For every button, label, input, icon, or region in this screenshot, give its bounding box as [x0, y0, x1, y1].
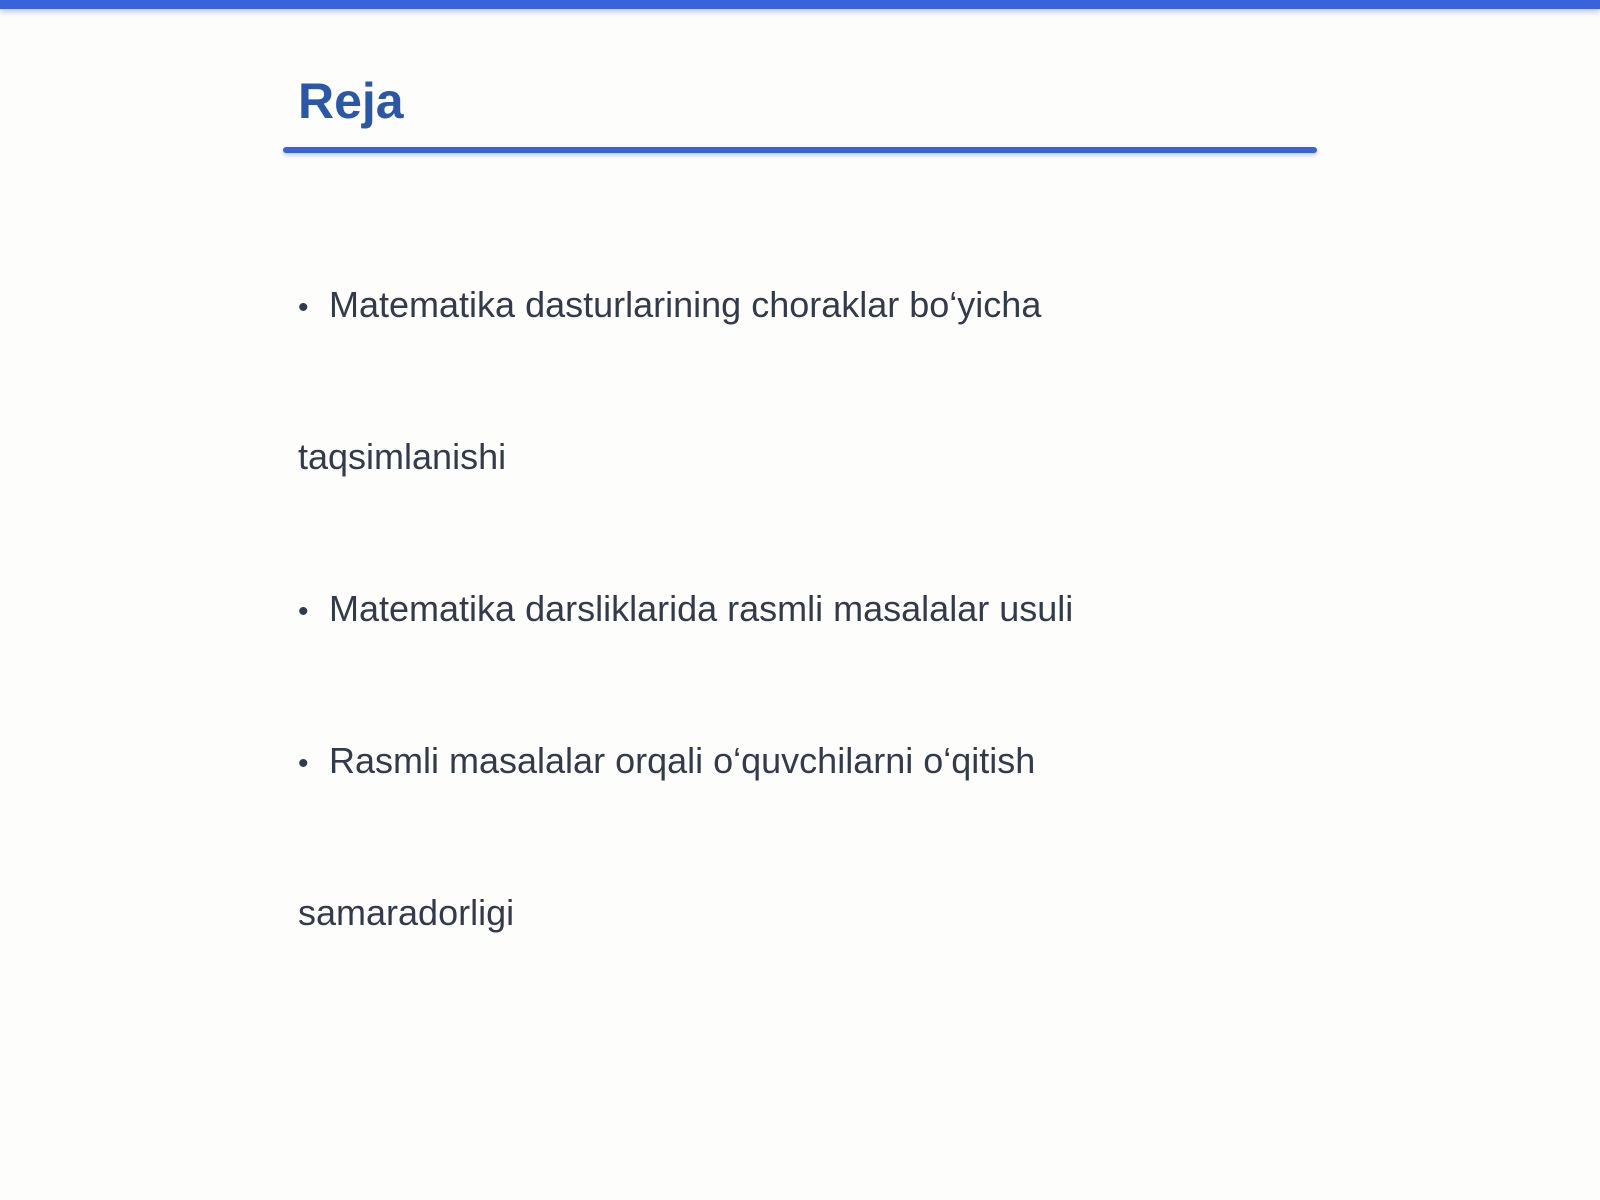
bullet-item-1-continuation [298, 435, 506, 479]
bullet-item-3-text: Rasmli masalalar orqali o‘quvchilarni o‘qitish [329, 740, 1036, 781]
bullet-item-1-text: Matematika dasturlarining choraklar bo‘yicha [329, 284, 1042, 325]
bullet-icon: • [298, 595, 309, 628]
bullet-item-3 [298, 739, 1035, 786]
bullet-icon: • [298, 291, 309, 324]
slide-title: Reja [298, 73, 404, 129]
bullet-item-2 [298, 587, 1073, 634]
bullet-item-1 [298, 283, 1041, 330]
bullet-item-3-continuation [298, 891, 514, 935]
bullet-item-3-continuation-text: samaradorligi [298, 892, 515, 933]
top-accent-bar [0, 0, 1600, 9]
title-underline [283, 147, 1317, 153]
bullet-item-1-continuation-text: taqsimlanishi [298, 436, 507, 477]
bullet-icon: • [298, 747, 309, 780]
bullet-item-2-text: Matematika darsliklarida rasmli masalalar usuli [329, 588, 1074, 629]
